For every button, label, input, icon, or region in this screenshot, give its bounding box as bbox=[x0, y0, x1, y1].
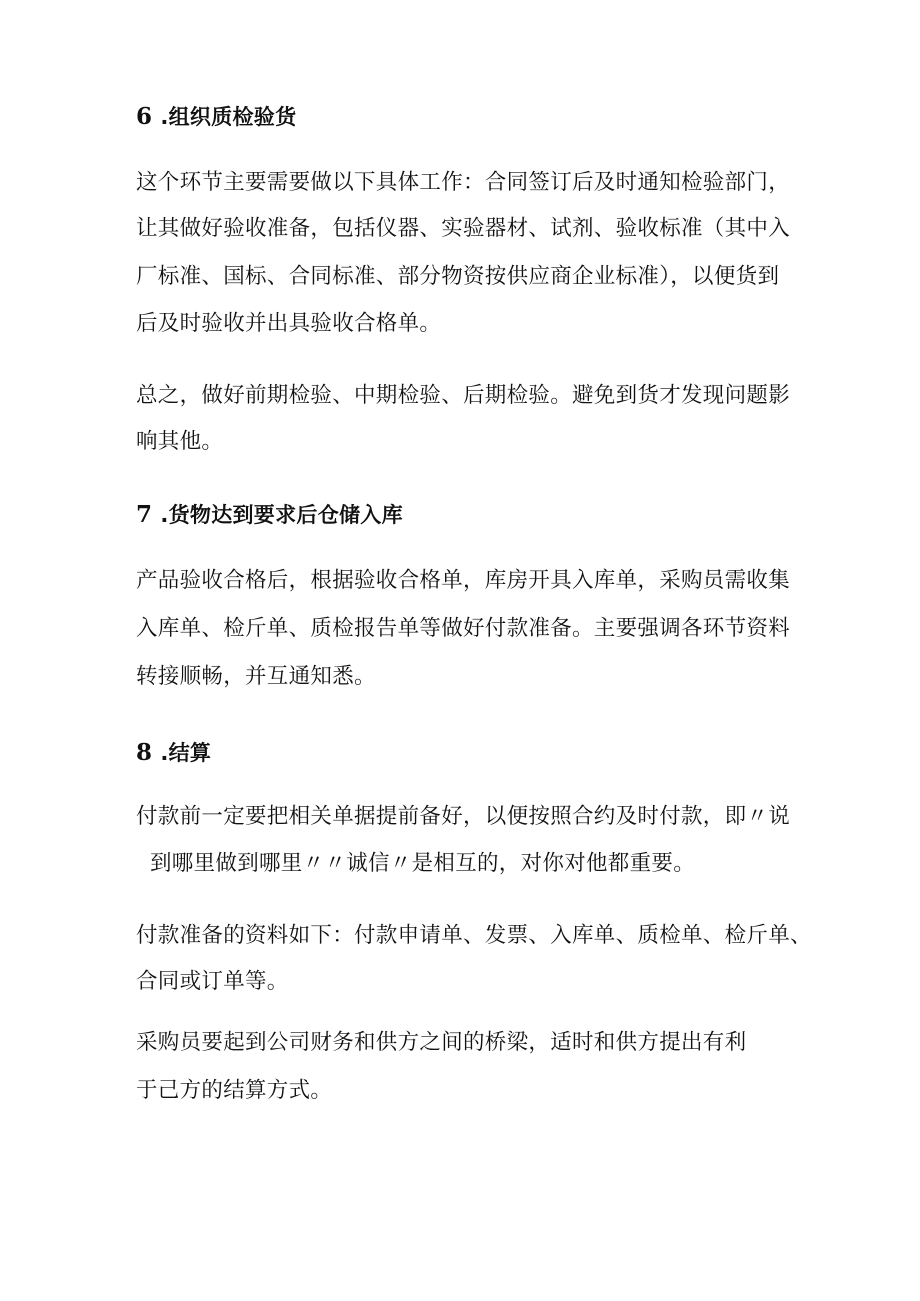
section-number: 6 bbox=[136, 103, 153, 130]
paragraph-line: 于己方的结算方式。 bbox=[136, 1078, 333, 1103]
section-title: .组织质检验货 bbox=[160, 105, 297, 129]
paragraph-line: 让其做好验收准备，包括仪器、实验器材、试剂、验收标准（其中入 bbox=[136, 216, 791, 241]
paragraph-line: 采购员要起到公司财务和供方之间的桥梁，适时和供方提出有利 bbox=[136, 1030, 747, 1055]
paragraph-line: 这个环节主要需要做以下具体工作：合同签订后及时通知检验部门， bbox=[136, 170, 791, 195]
section-number: 8 bbox=[136, 739, 153, 766]
section-title: .结算 bbox=[160, 741, 212, 765]
section-number: 7 bbox=[136, 501, 153, 528]
paragraph-line: 入库单、检斤单、质检报告单等做好付款准备。主要强调各环节资料 bbox=[136, 616, 791, 641]
paragraph-line: 产品验收合格后，根据验收合格单，库房开具入库单，采购员需收集 bbox=[136, 568, 791, 593]
paragraph-line: 转接顺畅，并互通知悉。 bbox=[136, 664, 376, 689]
paragraph-line: 厂标准、国标、合同标准、部分物资按供应商企业标准），以便货到 bbox=[136, 264, 780, 289]
paragraph-line: 响其他。 bbox=[136, 429, 224, 454]
section-title: .货物达到要求后仓储入库 bbox=[160, 503, 403, 527]
paragraph-line: 付款前一定要把相关单据提前备好，以便按照合约及时付款，即〃说 bbox=[136, 804, 791, 829]
paragraph-line: 付款准备的资料如下：付款申请单、发票、入库单、质检单、检斤单、 bbox=[136, 923, 812, 948]
paragraph-line: 到哪里做到哪里〃〃诚信〃是相互的，对你对他都重要。 bbox=[150, 851, 696, 876]
section-heading-6 bbox=[136, 102, 296, 132]
section-heading-8 bbox=[136, 738, 211, 768]
paragraph-line: 总之，做好前期检验、中期检验、后期检验。避免到货才发现问题影 bbox=[136, 383, 791, 408]
paragraph-line: 合同或订单等。 bbox=[136, 969, 289, 994]
paragraph-line: 后及时验收并出具验收合格单。 bbox=[136, 311, 442, 336]
section-heading-7 bbox=[136, 500, 403, 530]
